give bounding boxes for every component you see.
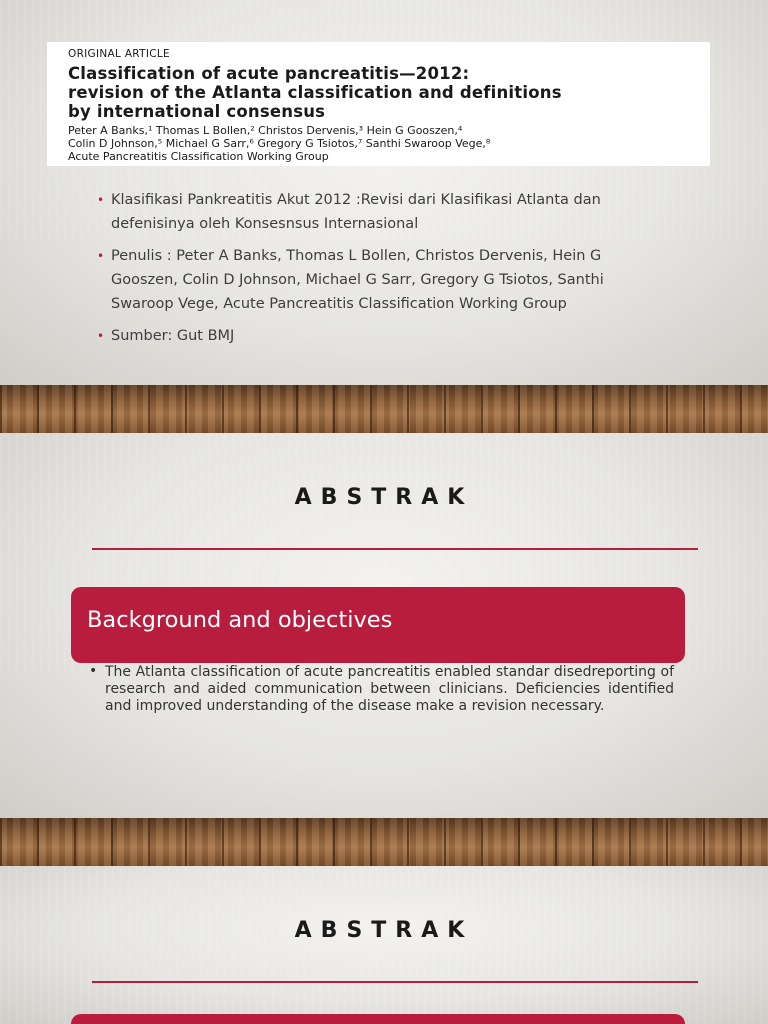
title-divider: [92, 548, 698, 550]
section-heading-box: [71, 1014, 685, 1024]
article-author-line: Acute Pancreatitis Classification Working Group: [68, 150, 329, 163]
background-texture: [0, 866, 768, 1024]
article-label: ORIGINAL ARTICLE: [68, 48, 170, 60]
abstract-body: [89, 664, 674, 715]
wood-floor-divider: [0, 385, 768, 433]
bullet-icon: •: [97, 193, 105, 207]
slide-title: ABSTRAK: [294, 485, 474, 510]
article-title-line: revision of the Atlanta classification and definitions: [68, 83, 562, 102]
bullet-list: [97, 188, 667, 356]
bullet-text: Penulis : Peter A Banks, Thomas L Bollen, Christos Dervenis, Hein G Gooszen, Colin D Johnson, Michael G Sarr, Gregory G Tsiotos, Santhi Swaroop Vege, Acute Pancreatitis Classification Working Group: [111, 248, 604, 312]
article-header-image: [47, 42, 710, 166]
slide-2: [0, 433, 768, 818]
bullet-text: Sumber: Gut BMJ: [111, 328, 235, 344]
title-divider: [92, 981, 698, 983]
bullet-icon: •: [97, 329, 105, 343]
article-author-line: Peter A Banks,¹ Thomas L Bollen,² Christos Dervenis,³ Hein G Gooszen,⁴: [68, 124, 463, 137]
list-item: [97, 244, 667, 316]
list-item: [97, 188, 667, 236]
list-item: [97, 324, 667, 348]
article-title-line: by international consensus: [68, 102, 326, 121]
section-heading: Background and objectives: [71, 587, 685, 663]
abstract-text: The Atlanta classification of acute pancreatitis enabled standar disedreporting of research and aided communication between clinicians. Deficiencies identified and improved understanding of the disease make a revision necessary.: [105, 664, 674, 714]
wood-floor-divider: [0, 818, 768, 866]
bullet-icon: •: [89, 663, 98, 679]
slide-title: ABSTRAK: [294, 918, 474, 943]
bullet-icon: •: [97, 249, 105, 263]
article-author-line: Colin D Johnson,⁵ Michael G Sarr,⁶ Gregory G Tsiotos,⁷ Santhi Swaroop Vege,⁸: [68, 137, 491, 150]
slide-1: [0, 0, 768, 385]
article-title-line: Classification of acute pancreatitis—2012:: [68, 64, 470, 83]
article-title: [68, 64, 690, 121]
article-authors: [68, 124, 690, 163]
slide-3: [0, 866, 768, 1024]
bullet-text: Klasifikasi Pankreatitis Akut 2012 :Revisi dari Klasifikasi Atlanta dan defenisinya oleh Konsesnsus Internasional: [111, 192, 601, 232]
